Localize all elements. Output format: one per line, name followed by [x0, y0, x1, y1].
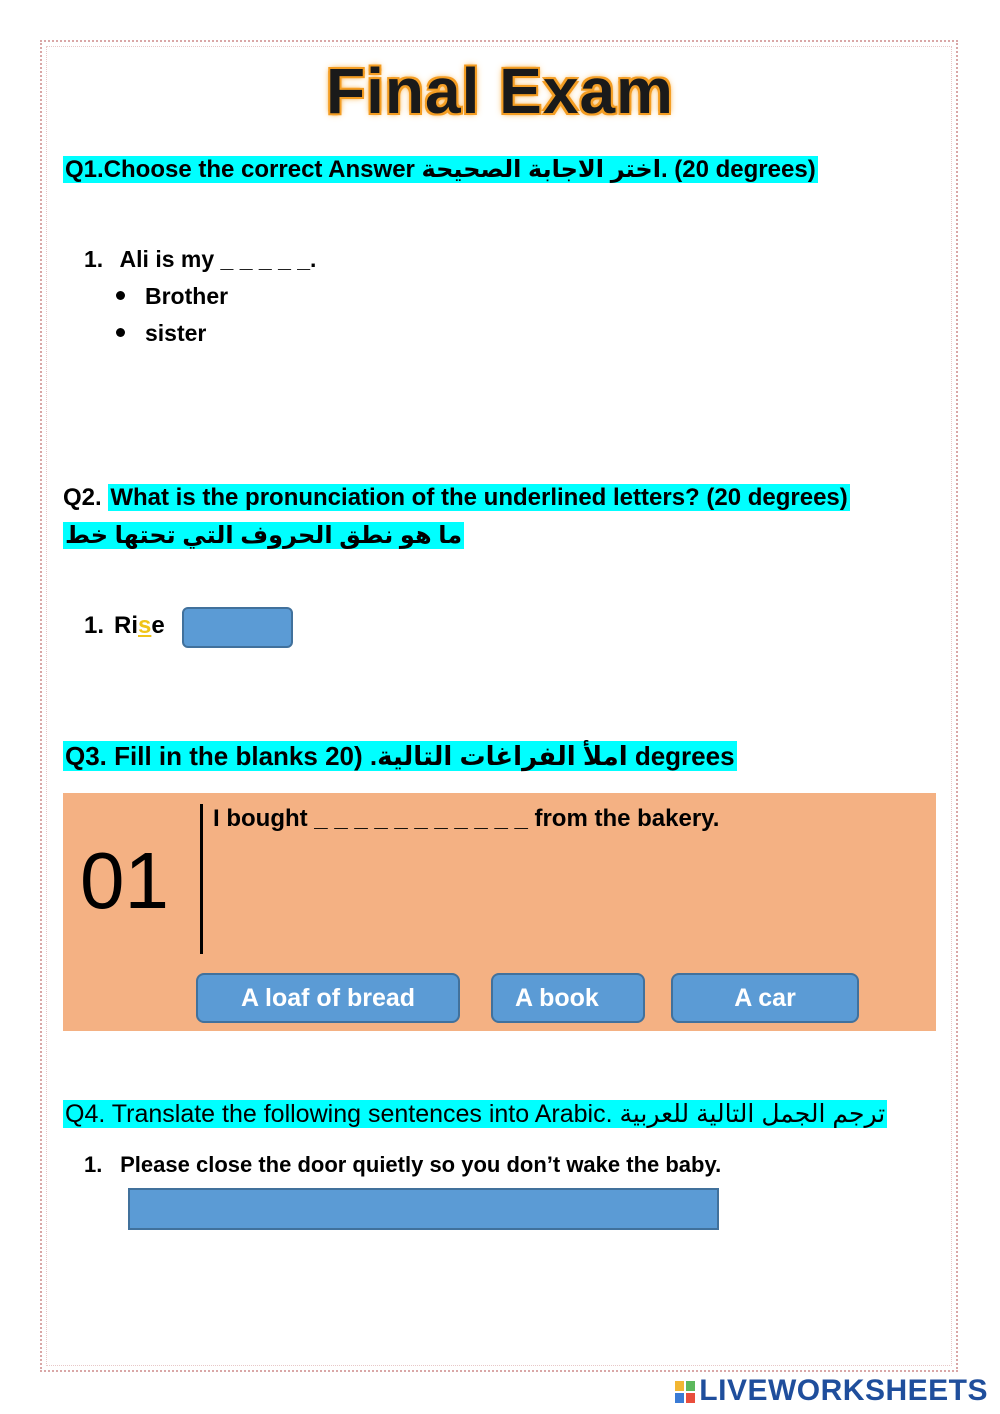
q2-item-1-number: 1.	[84, 612, 105, 639]
q3-question-number: 01	[80, 836, 169, 925]
logo-mark-icon	[675, 1381, 695, 1403]
q3-heading-text: Q3. Fill in the blanks املأ الفراغات التالية. (20 degrees	[65, 741, 735, 771]
q1-heading	[63, 152, 818, 188]
q1-item-1	[84, 246, 316, 273]
q1-option-1-label: Brother	[145, 283, 229, 309]
q2-word-underlined: s	[138, 612, 152, 639]
q3-option-book[interactable]	[491, 973, 645, 1023]
q1-item-1-number: 1.	[84, 246, 104, 272]
q1-option-1[interactable]	[116, 283, 228, 310]
q2-prefix: Q2.	[63, 484, 102, 511]
q1-option-2-label: sister	[145, 320, 207, 346]
q1-heading-text: Q1.Choose the correct Answer اختر الاجابة الصحيحة. (20 degrees)	[65, 156, 816, 183]
q2-heading-arabic-text: ما هو نطق الحروف التي تحتها خط	[65, 522, 463, 549]
page-title: Final Exam	[326, 55, 674, 127]
logo-text: LIVEWORKSHEETS	[699, 1374, 988, 1407]
q4-heading	[63, 1096, 887, 1132]
q2-heading	[63, 480, 850, 516]
bullet-icon	[116, 328, 125, 337]
q2-heading-arabic	[63, 518, 464, 554]
q1-item-1-text: Ali is my _ _ _ _ _.	[119, 246, 317, 272]
q2-item-1	[84, 612, 165, 640]
q3-divider	[200, 804, 203, 954]
q2-word-start: Ri	[114, 612, 138, 639]
q3-option-1-label: A loaf of bread	[240, 983, 416, 1012]
bullet-icon	[116, 291, 125, 300]
q4-item-1	[84, 1152, 721, 1178]
q2-answer-field[interactable]	[182, 607, 293, 648]
q4-item-1-text: Please close the door quietly so you don’t wake the baby.	[120, 1152, 722, 1177]
q3-option-car[interactable]	[671, 973, 859, 1023]
q4-heading-text: Q4. Translate the following sentences into Arabic. ترجم الجمل التالية للعربية	[65, 1100, 886, 1128]
q3-option-loaf-of-bread[interactable]	[196, 973, 460, 1023]
q4-answer-field[interactable]	[128, 1188, 719, 1230]
q3-option-2-label: A book	[515, 983, 599, 1012]
q3-heading	[63, 738, 737, 774]
q3-option-3-label: A car	[734, 983, 796, 1012]
q1-option-2[interactable]	[116, 320, 206, 347]
q2-word-end: e	[151, 612, 165, 639]
q4-item-1-number: 1.	[84, 1152, 103, 1177]
q2-heading-text: What is the pronunciation of the underlined letters? (20 degrees)	[110, 484, 848, 511]
liveworksheets-logo	[675, 1374, 988, 1408]
q3-sentence: I bought _ _ _ _ _ _ _ _ _ _ _ from the bakery.	[213, 805, 720, 832]
